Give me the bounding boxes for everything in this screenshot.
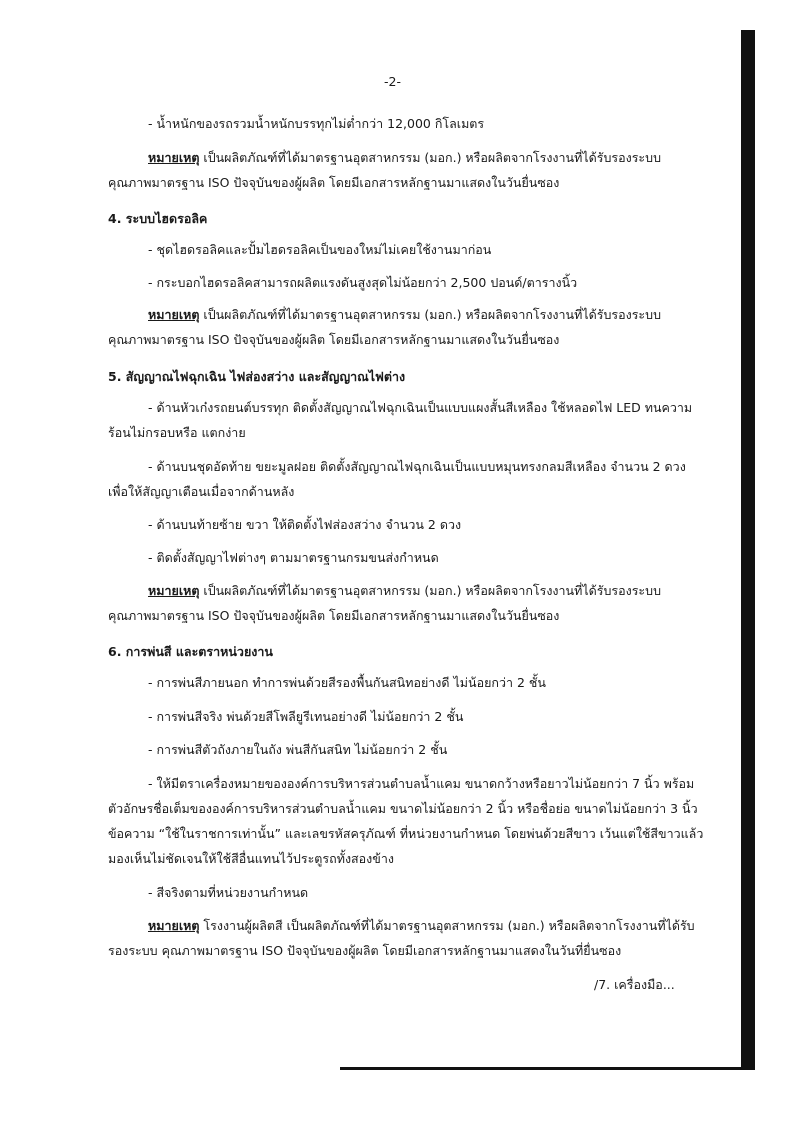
section5-item1-line1: - ด้านหัวเก๋งรถยนต์บรรทุก ติดตั้งสัญญาณไฟฉุกเฉินเป็นแบบแผงสั้นสีเหลือง ใช้หลอดไฟ LED ทนความ: [148, 400, 693, 415]
continuation-note: /7. เครื่องมือ...: [594, 977, 675, 992]
section6-note-line2: รองระบบ คุณภาพมาตรฐาน ISO ปัจจุบันของผู้ผลิต โดยมีเอกสารหลักฐานมาแสดงในวันที่ยื่นซอง: [108, 943, 622, 958]
scan-edge-shadow-bottom: [340, 1067, 755, 1070]
section6-item-2: - การพ่นสีจริง พ่นด้วยสีโพลียูรีเทนอย่างดี ไม่น้อยกว่า 2 ชั้น: [148, 709, 464, 724]
section5-note-text: เป็นผลิตภัณฑ์ที่ได้มาตรฐานอุตสาหกรรม (มอก.) หรือผลิตจากโรงงานที่ได้รับรองระบบ: [199, 583, 662, 598]
section6-emblem-line4: มองเห็นไม่ชัดเจนให้ใช้สีอื่นแทนไว้ประตูรถทั้งสองข้าง: [108, 851, 394, 866]
section6-emblem-line3: ข้อความ “ใช้ในราชการเท่านั้น” และเลขรหัสครุภัณฑ์ ที่หน่วยงานกำหนด โดยพ่นด้วยสีขาว เว้นแต่ใช้สีขาวแล้ว: [108, 826, 704, 841]
section6-note-text: โรงงานผู้ผลิตสี เป็นผลิตภัณฑ์ที่ได้มาตรฐานอุตสาหกรรม (มอก.) หรือผลิตจากโรงงานที่ได้รับ: [199, 918, 695, 933]
page-number: -2-: [384, 74, 401, 89]
section4-note-text: เป็นผลิตภัณฑ์ที่ได้มาตรฐานอุตสาหกรรม (มอก.) หรือผลิตจากโรงงานที่ได้รับรองระบบ: [199, 307, 662, 322]
note1-text: เป็นผลิตภัณฑ์ที่ได้มาตรฐานอุตสาหกรรม (มอก.) หรือผลิตจากโรงงานที่ได้รับรองระบบ: [199, 150, 662, 165]
section6-item-1: - การพ่นสีภายนอก ทำการพ่นด้วยสีรองพื้นกันสนิทอย่างดี ไม่น้อยกว่า 2 ชั้น: [148, 675, 546, 690]
section6-item-3: - การพ่นสีตัวถังภายในถัง พ่นสีกันสนิท ไม่น้อยกว่า 2 ชั้น: [148, 742, 448, 757]
scan-edge-shadow-right: [741, 30, 755, 1070]
note1-line2: คุณภาพมาตรฐาน ISO ปัจจุบันของผู้ผลิต โดยมีเอกสารหลักฐานมาแสดงในวันยื่นซอง: [108, 175, 560, 190]
section5-item2-line2: เพื่อให้สัญญาเตือนเมื่อจากด้านหลัง: [108, 484, 295, 499]
section6-real-color: - สีจริงตามที่หน่วยงานกำหนด: [148, 885, 309, 900]
note-label: หมายเหตุ: [148, 150, 200, 165]
section4-item-2: - กระบอกไฮดรอลิคสามารถผลิตแรงดันสูงสุดไม่น้อยกว่า 2,500 ปอนด์/ตารางนิ้ว: [148, 275, 578, 290]
section4-item-1: - ชุดไฮดรอลิคและปั้มไฮดรอลิคเป็นของใหม่ไม่เคยใช้งานมาก่อน: [148, 242, 492, 257]
section4-note-line2: คุณภาพมาตรฐาน ISO ปัจจุบันของผู้ผลิต โดยมีเอกสารหลักฐานมาแสดงในวันยื่นซอง: [108, 332, 560, 347]
note1-line1: [148, 148, 661, 168]
section6-emblem-line2: ตัวอักษรชื่อเต็มขององค์การบริหารส่วนตำบลน้ำแคม ขนาดไม่น้อยกว่า 2 นิ้ว หรือชื่อย่อ ขนาดไม่น้อยกว่า 3 นิ้ว: [108, 801, 698, 816]
section6-heading: 6. การพ่นสี และตราหน่วยงาน: [108, 644, 273, 659]
section4-note-line1: [148, 305, 661, 325]
section4-heading: 4. ระบบไฮดรอลิค: [108, 211, 208, 226]
section5-item-3: - ด้านบนท้ายซ้าย ขวา ให้ติดตั้งไฟส่องสว่าง จำนวน 2 ดวง: [148, 517, 462, 532]
section5-heading: 5. สัญญาณไฟฉุกเฉิน ไฟส่องสว่าง และสัญญาณไฟต่าง: [108, 369, 406, 384]
section5-item-4: - ติดตั้งสัญญาไฟต่างๆ ตามมาตรฐานกรมขนส่งกำหนด: [148, 550, 439, 565]
section5-note-line2: คุณภาพมาตรฐาน ISO ปัจจุบันของผู้ผลิต โดยมีเอกสารหลักฐานมาแสดงในวันยื่นซอง: [108, 608, 560, 623]
weight-spec-line: - น้ำหนักของรถรวมน้ำหนักบรรทุกไม่ต่ำกว่า 12,000 กิโลเมตร: [148, 116, 485, 131]
section5-note-line1: [148, 581, 661, 601]
section6-note-line1: [148, 916, 695, 936]
note-label: หมายเหตุ: [148, 918, 200, 933]
section6-emblem-line1: - ให้มีตราเครื่องหมายขององค์การบริหารส่วนตำบลน้ำแคม ขนาดกว้างหรือยาวไม่น้อยกว่า 7 นิ้ว พร้อม: [148, 776, 695, 791]
section5-item1-line2: ร้อนไม่กรอบหรือ แตกง่าย: [108, 425, 246, 440]
note-label: หมายเหตุ: [148, 583, 200, 598]
section5-item2-line1: - ด้านบนชุดอัดท้าย ขยะมูลฝอย ติดตั้งสัญญาณไฟฉุกเฉินเป็นแบบหมุนทรงกลมสีเหลือง จำนวน 2 ดวง: [148, 459, 686, 474]
note-label: หมายเหตุ: [148, 307, 200, 322]
